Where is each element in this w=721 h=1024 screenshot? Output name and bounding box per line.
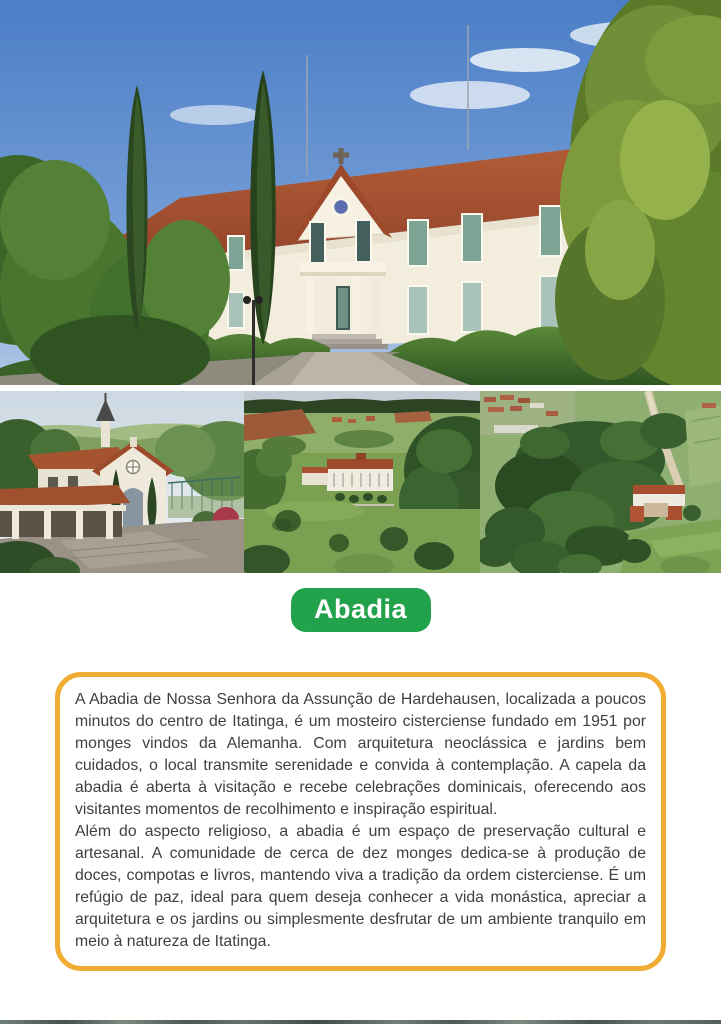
hero-photo-abbey-front	[0, 0, 721, 385]
description-paragraph-1: A Abadia de Nossa Senhora da Assunção de Hardehausen, localizada a poucos minutos do centro de Itatinga, é um mosteiro cisterciense fundado em 1951 por monges vindos da Alemanha. Com arquitetura neoclássica e jardins bem cuidados, o local transmite serenidade e convida à contemplação. A capela da abadia é aberta à visitação e recebe celebrações dominicais, oferecendo aos visitantes momentos de recolhimento e inspiração espiritual.	[75, 691, 646, 818]
description-paragraph-2: Além do aspecto religioso, a abadia é um espaço de preservação cultural e artesanal. A comunidade de cerca de dez monges dedica-se à produção de doces, compotas e livros, mantendo viva a tradição da ordem cisterciense. É um refúgio de paz, ideal para quem deseja conhecer a vida monástica, apreciar a arquitetura e os jardins ou simplesmente desfrutar de um ambiente tranquilo em meio à natureza de Itatinga.	[75, 823, 646, 950]
section-title-badge	[291, 588, 431, 632]
hero-photo-illustration	[0, 0, 721, 385]
badge-row	[0, 588, 721, 632]
next-photo-sliver	[0, 1020, 721, 1024]
section-title-label: Abadia	[313, 593, 408, 624]
gallery-photo-landscape-aerial	[480, 391, 721, 573]
gallery-photo-chapel	[0, 391, 244, 573]
photo-gallery	[0, 391, 721, 573]
portico-entrance	[300, 262, 388, 349]
description-box	[55, 672, 666, 971]
colonnade	[0, 485, 130, 539]
right-fields	[685, 403, 721, 487]
lawn-trees	[244, 501, 480, 573]
gallery-photo-abbey-aerial	[244, 391, 480, 573]
